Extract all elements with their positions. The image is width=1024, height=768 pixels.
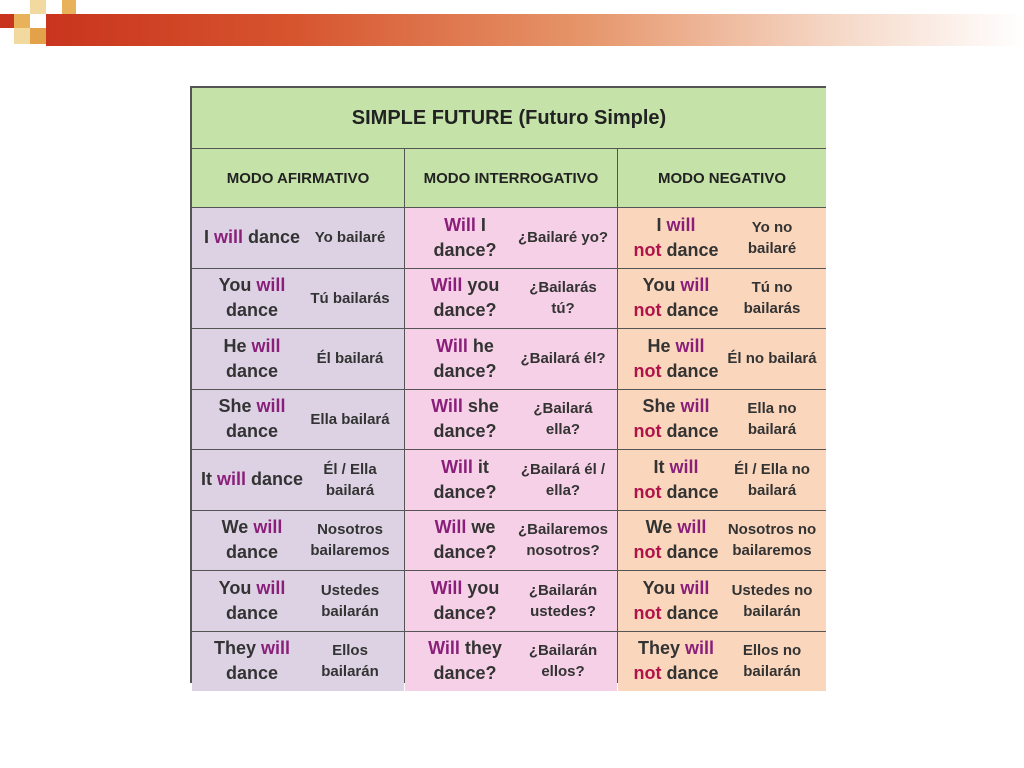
verb-text: dance <box>225 300 279 321</box>
negative-cell <box>618 632 826 692</box>
spanish-affirmative: Tú bailarás <box>310 289 390 307</box>
verb-text: dance <box>661 360 719 381</box>
spanish-negative: Ella no bailará <box>747 400 797 439</box>
verb-text: dance <box>661 300 719 321</box>
english-affirmative <box>200 467 304 492</box>
will-keyword: will <box>680 275 710 296</box>
spanish-interrogative: ¿Bailaré yo? <box>517 229 609 247</box>
will-keyword: Will <box>441 456 473 477</box>
english-affirmative <box>200 636 304 686</box>
spanish-interrogative: ¿Bailarán ustedes? <box>528 581 598 620</box>
header-decoration <box>0 14 14 28</box>
subject-text: She <box>642 396 681 417</box>
header-affirmative: MODO AFIRMATIVO <box>192 149 404 207</box>
will-keyword: will <box>256 577 286 598</box>
verb-text: dance <box>245 469 304 490</box>
negative-cell <box>618 511 826 571</box>
subject-text: You <box>642 577 681 598</box>
will-keyword: Will <box>436 335 468 356</box>
header-decoration-square <box>14 28 30 44</box>
verb-text: dance <box>225 542 279 563</box>
spanish-affirmative: Ellos bailarán <box>321 642 379 681</box>
will-keyword: will <box>666 214 696 235</box>
spanish-interrogative: ¿Bailarán ellos? <box>528 642 598 681</box>
affirmative-cell <box>192 450 404 510</box>
header-negative: MODO NEGATIVO <box>618 149 826 207</box>
not-keyword: not <box>633 421 662 442</box>
question-text: you dance? <box>433 275 500 321</box>
spanish-interrogative: ¿Bailaremos nosotros? <box>517 521 609 560</box>
english-negative <box>626 455 726 505</box>
will-keyword: will <box>216 469 246 490</box>
affirmative-cell <box>192 632 404 692</box>
will-keyword: will <box>680 396 710 417</box>
affirmative-cell <box>192 571 404 631</box>
negative-cell <box>618 450 826 510</box>
will-keyword: will <box>256 275 286 296</box>
will-keyword: will <box>261 638 291 659</box>
negative-cell <box>618 208 826 268</box>
spanish-negative: Yo no bailaré <box>747 218 797 257</box>
interrogative-cell <box>405 632 617 692</box>
not-keyword: not <box>633 481 662 502</box>
verb-text: dance <box>661 542 719 563</box>
interrogative-cell <box>405 390 617 450</box>
simple-future-table <box>190 86 826 683</box>
english-negative <box>626 273 726 323</box>
spanish-negative: Ustedes no bailarán <box>731 581 813 620</box>
english-affirmative <box>200 225 304 250</box>
english-interrogative <box>413 334 517 384</box>
english-interrogative <box>413 394 517 444</box>
will-keyword: Will <box>428 638 460 659</box>
english-negative <box>626 636 726 686</box>
header-interrogative: MODO INTERROGATIVO <box>405 149 617 207</box>
will-keyword: will <box>677 517 707 538</box>
english-interrogative <box>413 455 517 505</box>
subject-text: It <box>200 469 217 490</box>
english-negative <box>626 515 726 565</box>
subject-text: You <box>218 577 257 598</box>
not-keyword: not <box>633 602 662 623</box>
english-interrogative <box>413 213 517 263</box>
subject-text: They <box>637 638 685 659</box>
affirmative-cell <box>192 208 404 268</box>
question-text: I dance? <box>433 214 497 260</box>
subject-text: It <box>653 456 670 477</box>
interrogative-cell <box>405 450 617 510</box>
english-interrogative <box>413 636 517 686</box>
will-keyword: will <box>669 456 699 477</box>
spanish-interrogative: ¿Bailará él? <box>520 350 606 368</box>
subject-text: I <box>656 214 667 235</box>
verb-text: dance <box>661 602 719 623</box>
spanish-interrogative: ¿Bailarás tú? <box>529 279 597 318</box>
english-interrogative <box>413 576 517 626</box>
english-negative <box>626 213 726 263</box>
interrogative-cell <box>405 329 617 389</box>
will-keyword: Will <box>430 577 463 598</box>
spanish-interrogative: ¿Bailará él / ella? <box>520 460 606 499</box>
spanish-interrogative: ¿Bailará ella? <box>533 400 593 439</box>
verb-text: dance <box>661 421 719 442</box>
subject-text: You <box>642 275 681 296</box>
verb-text: dance <box>225 421 279 442</box>
spanish-negative: Nosotros no bailaremos <box>727 521 817 560</box>
english-interrogative <box>413 273 517 323</box>
will-keyword: will <box>685 638 715 659</box>
spanish-negative: Él no bailará <box>727 350 817 368</box>
header-decoration-square <box>30 0 46 14</box>
verb-text: dance <box>661 481 719 502</box>
spanish-negative: Tú no bailarás <box>743 279 801 318</box>
english-negative <box>626 576 726 626</box>
spanish-negative: Ellos no bailarán <box>742 642 802 681</box>
question-text: she dance? <box>433 396 499 442</box>
will-keyword: will <box>253 517 283 538</box>
negative-cell <box>618 571 826 631</box>
subject-text: I <box>203 227 214 248</box>
subject-text: You <box>218 275 257 296</box>
negative-cell <box>618 390 826 450</box>
spanish-affirmative: Ella bailará <box>310 410 390 428</box>
table-title: SIMPLE FUTURE (Futuro Simple) <box>192 88 826 148</box>
english-negative <box>626 394 726 444</box>
will-keyword: Will <box>434 517 467 538</box>
will-keyword: Will <box>430 275 463 296</box>
question-text: they dance? <box>433 638 502 684</box>
subject-text: He <box>223 335 252 356</box>
affirmative-cell <box>192 269 404 329</box>
question-text: you dance? <box>433 577 500 623</box>
question-text: it dance? <box>433 456 497 502</box>
subject-text: They <box>213 638 261 659</box>
spanish-affirmative: Él / Ella bailará <box>323 460 377 499</box>
header-decoration-square <box>14 14 30 28</box>
verb-text: dance <box>661 663 719 684</box>
will-keyword: Will <box>431 396 463 417</box>
english-affirmative <box>200 273 304 323</box>
will-keyword: will <box>213 227 243 248</box>
verb-text: dance <box>225 360 279 381</box>
negative-cell <box>618 269 826 329</box>
header-decoration-square <box>30 28 46 44</box>
question-text: he dance? <box>433 335 497 381</box>
verb-text: dance <box>243 227 301 248</box>
affirmative-cell <box>192 511 404 571</box>
verb-text: dance <box>225 602 279 623</box>
subject-text: We <box>221 517 254 538</box>
spanish-affirmative: Ustedes bailarán <box>320 581 380 620</box>
question-text: we dance? <box>433 517 497 563</box>
interrogative-cell <box>405 511 617 571</box>
interrogative-cell <box>405 208 617 268</box>
will-keyword: Will <box>444 214 476 235</box>
spanish-negative: Él / Ella no bailará <box>734 460 810 499</box>
not-keyword: not <box>633 239 662 260</box>
english-affirmative <box>200 576 304 626</box>
verb-text: dance <box>661 239 719 260</box>
verb-text: dance <box>225 663 279 684</box>
subject-text: We <box>645 517 678 538</box>
spanish-affirmative: Él bailará <box>316 350 384 368</box>
subject-text: She <box>218 396 257 417</box>
not-keyword: not <box>633 360 662 381</box>
interrogative-cell <box>405 571 617 631</box>
header-decoration-square <box>62 0 76 14</box>
not-keyword: not <box>633 542 662 563</box>
interrogative-cell <box>405 269 617 329</box>
header-gradient-bar <box>46 14 1024 46</box>
will-keyword: will <box>256 396 286 417</box>
english-affirmative <box>200 394 304 444</box>
subject-text: He <box>647 335 676 356</box>
will-keyword: will <box>251 335 281 356</box>
affirmative-cell <box>192 390 404 450</box>
english-affirmative <box>200 334 304 384</box>
not-keyword: not <box>633 663 662 684</box>
spanish-affirmative: Yo bailaré <box>314 229 386 247</box>
will-keyword: will <box>675 335 705 356</box>
english-interrogative <box>413 515 517 565</box>
will-keyword: will <box>680 577 710 598</box>
not-keyword: not <box>633 300 662 321</box>
affirmative-cell <box>192 329 404 389</box>
english-affirmative <box>200 515 304 565</box>
spanish-affirmative: Nosotros bailaremos <box>310 521 390 560</box>
negative-cell <box>618 329 826 389</box>
english-negative <box>626 334 726 384</box>
